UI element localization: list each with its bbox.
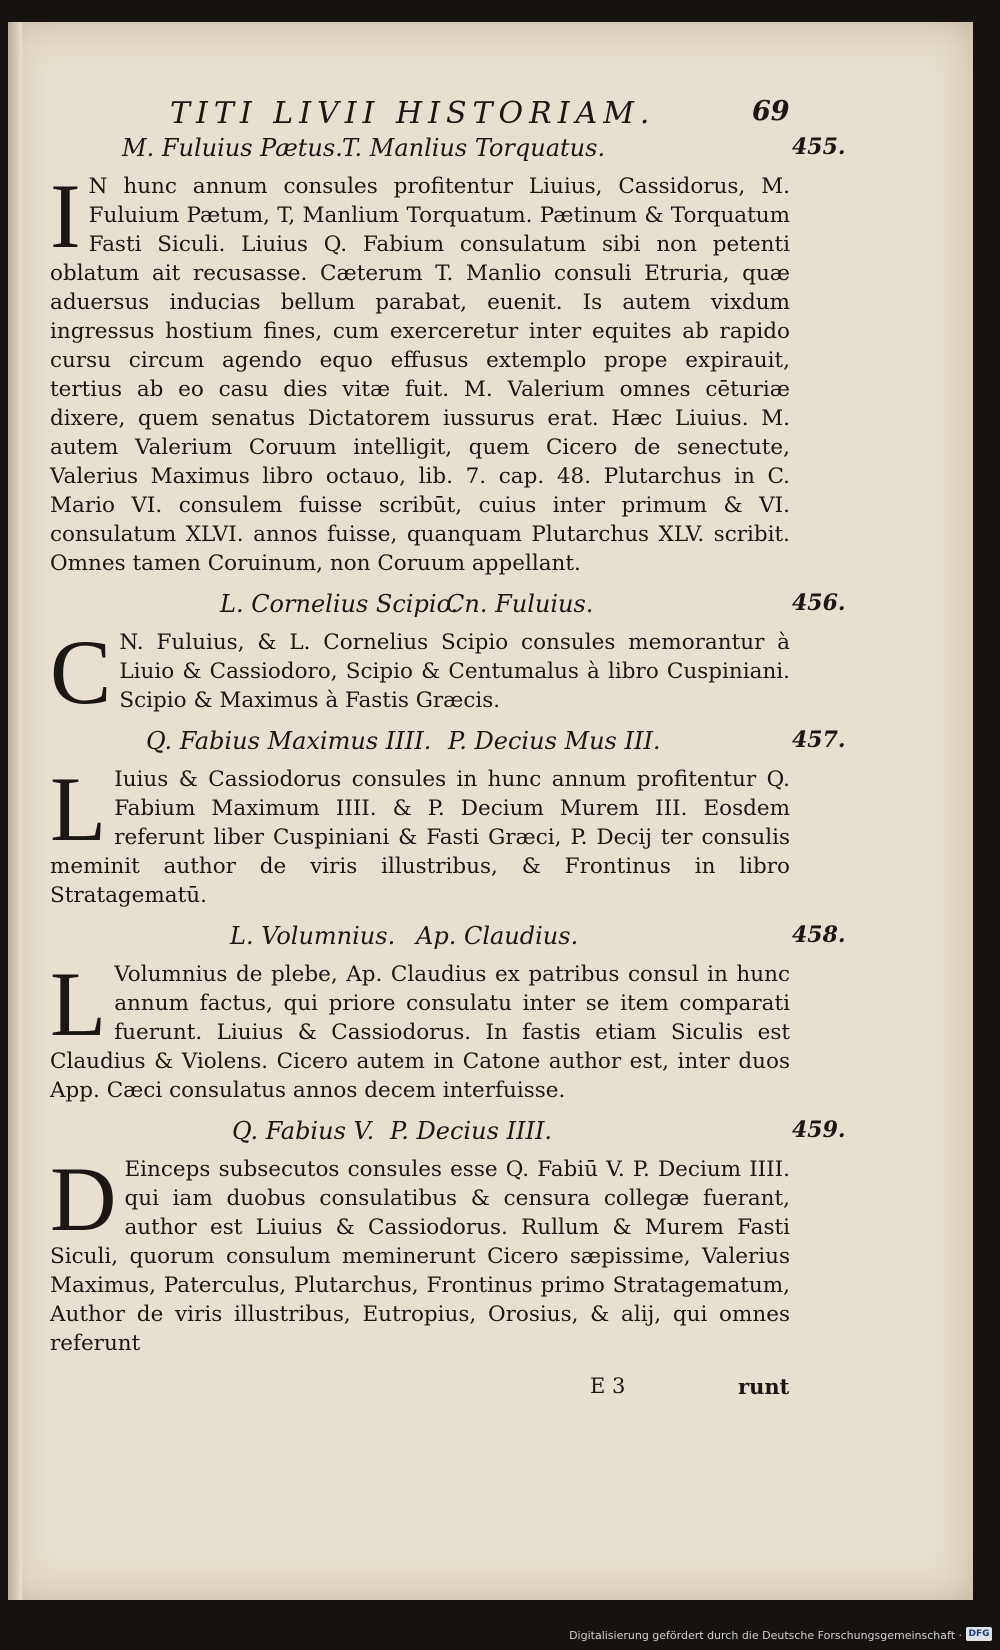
page-footer [50, 1368, 790, 1408]
consul-2: T. Manlius Torquatus. [342, 134, 606, 162]
page-number: 69 [752, 96, 790, 127]
page-edge [8, 22, 22, 1600]
entry-paragraph [50, 1148, 790, 1358]
drop-capital: C [50, 621, 112, 723]
entry-text: Volumnius de plebe, Ap. Claudius ex patribus consul in hunc annum factus, qui priore consulatu inter se item comparati fuerunt. Liuius & Cassiodorus. In fastis etiam Siculis est Claudius & Violens. Cicero autem in Catone author est, inter duos App. Cæci consulatus annos decem interfuisse. [50, 962, 790, 1103]
consul-2: Cn. Fuluius. [446, 590, 594, 618]
entry-paragraph [50, 165, 790, 578]
drop-capital: D [50, 1148, 117, 1250]
entry-paragraph [50, 953, 790, 1105]
entry-text: N. Fuluius, & L. Cornelius Scipio consules memorantur à Liuio & Cassiodoro, Scipio & Centumalus à libro Cuspiniani. Scipio & Maximus à Fastis Græcis. [119, 630, 790, 713]
consul-heading [50, 132, 846, 172]
consul-heading [50, 1115, 846, 1155]
dfg-notice-text: Digitalisierung gefördert durch die Deutsche Forschungsgemeinschaft · [569, 1629, 962, 1642]
consul-1: Q. Fabius Maximus IIII. [146, 727, 432, 755]
drop-capital: L [50, 758, 107, 860]
year-number: 459. [792, 1117, 846, 1143]
entry-text: Iuius & Cassiodorus consules in hunc annum profitentur Q. Fabium Maximum IIII. & P. Decium Murem III. Eosdem referunt liber Cuspiniani & Fasti Græci, P. Decij ter consulis meminit author de viris illustribus, & Frontinus in libro Stratagematū. [50, 767, 790, 908]
running-title: TITI LIVII HISTORIAM. [170, 96, 656, 131]
book-page [8, 22, 973, 1600]
consul-heading [50, 725, 846, 765]
drop-capital: L [50, 953, 107, 1055]
year-number: 456. [792, 590, 846, 616]
catchword: runt [738, 1374, 790, 1399]
entry-paragraph [50, 758, 790, 910]
section-458 [50, 920, 846, 1105]
section-459 [50, 1115, 846, 1358]
entry-paragraph [50, 621, 790, 723]
dfg-logo: DFG [966, 1627, 992, 1641]
section-456 [50, 588, 846, 723]
section-455 [50, 132, 846, 578]
consul-1: L. Cornelius Scipio. [220, 590, 459, 618]
signature-mark: E 3 [590, 1374, 626, 1398]
consul-1: L. Volumnius. [230, 922, 396, 950]
section-457 [50, 725, 846, 910]
consul-heading [50, 920, 846, 960]
drop-capital: I [50, 165, 81, 267]
consul-1: Q. Fabius V. [232, 1117, 375, 1145]
consul-2: P. Decius IIII. [390, 1117, 553, 1145]
year-number: 457. [792, 727, 846, 753]
consul-2: P. Decius Mus III. [448, 727, 661, 755]
entry-text: Einceps subsecutos consules esse Q. Fabiū V. P. Decium IIII. qui iam duobus consulatibus & censura collegæ fuerant, author est Liuius & Cassiodorus. Rullum & Murem Fasti Siculi, quorum consulum meminerunt Cicero sæpissime, Valerius Maximus, Paterculus, Plutarchus, Frontinus primo Stratagematum, Author de viris illustribus, Eutropius, Orosius, & alij, qui omnes referunt [50, 1157, 790, 1356]
year-number: 458. [792, 922, 846, 948]
consul-2: Ap. Claudius. [416, 922, 579, 950]
year-number: 455. [792, 134, 846, 160]
consul-heading [50, 588, 846, 628]
consul-1: M. Fuluius Pætus. [122, 134, 343, 162]
digitization-notice [0, 1618, 1000, 1650]
page-content [50, 80, 846, 1408]
running-head [50, 80, 790, 132]
entry-text: N hunc annum consules profitentur Liuius, Cassidorus, M. Fuluium Pætum, T, Manlium Torquatum. Pætinum & Torquatum Fasti Siculi. Liuius Q. Fabium consulatum sibi non petenti oblatum ait recusasse. Cæterum T. Manlio consuli Etruria, quæ aduersus inducias bellum parabat, euenit. Is autem vixdum ingressus hostium fines, cum exerceretur inter equites ab rapido cursu circum agendo equo effusus extemplo prope expirauit, tertius ab eo casu dies vitæ fuit. M. Valerium omnes cēturiæ dixere, quem senatus Dictatorem iussurus erat. Hæc Liuius. M. autem Valerium Coruum intelligit, quem Cicero de senectute, Valerius Maximus libro octauo, lib. 7. cap. 48. Plutarchus in C. Mario VI. consulem fuisse scribūt, cuius inter primum & VI. consulatum XLVI. annos fuisse, quanquam Plutarchus XLV. scribit. Omnes tamen Coruinum, non Coruum appellant. [50, 174, 790, 576]
